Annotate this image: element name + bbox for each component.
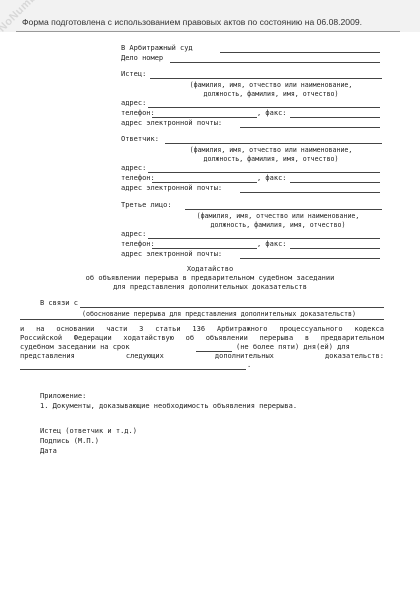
defendant-email-label: адрес электронной почты: bbox=[121, 184, 223, 192]
third-party-phone-field[interactable] bbox=[152, 248, 257, 249]
third-party-email-label: адрес электронной почты: bbox=[121, 250, 223, 258]
defendant-hint-2: должность, фамилия, имя, отчество) bbox=[203, 155, 339, 163]
plaintiff-hint-2: должность, фамилия, имя, отчество) bbox=[203, 90, 339, 98]
court-label: В Арбитражный суд bbox=[121, 44, 193, 52]
third-party-name-field[interactable] bbox=[185, 209, 382, 210]
third-party-email-field[interactable] bbox=[240, 258, 380, 259]
appendix-item-1: 1. Документы, доказывающие необходимость объявления перерыва. bbox=[40, 402, 298, 410]
third-party-hint-2: должность, фамилия, имя, отчество) bbox=[210, 221, 346, 229]
reason-field[interactable] bbox=[80, 307, 384, 308]
plaintiff-email-field[interactable] bbox=[240, 127, 380, 128]
plaintiff-address-field[interactable] bbox=[148, 107, 380, 108]
plaintiff-address-label: адрес: bbox=[121, 99, 147, 107]
defendant-hint-1: (фамилия, имя, отчество или наименование, bbox=[189, 146, 353, 154]
document-title: Ходатайство bbox=[186, 265, 234, 273]
paragraph-line-3-start: судебном заседании на срок bbox=[20, 343, 130, 351]
paragraph-line-1: и на основании части 3 статьи 136 Арбитражного процессуального кодекса bbox=[20, 325, 384, 333]
defendant-label: Ответчик: bbox=[121, 135, 159, 143]
defendant-email-field[interactable] bbox=[240, 192, 380, 193]
plaintiff-email-label: адрес электронной почты: bbox=[121, 119, 223, 127]
header-divider bbox=[16, 31, 400, 32]
plaintiff-hint-1: (фамилия, имя, отчество или наименование, bbox=[189, 81, 353, 89]
form-header-text: Форма подготовлена с использованием правовых актов по состоянию на 06.08.2009. bbox=[22, 17, 363, 27]
third-party-address-field[interactable] bbox=[148, 238, 380, 239]
plaintiff-fax-field[interactable] bbox=[290, 117, 380, 118]
signature-date: Дата bbox=[40, 447, 57, 455]
defendant-fax-label: , факс: bbox=[257, 174, 287, 182]
defendant-address-label: адрес: bbox=[121, 164, 147, 172]
third-party-hint-1: (фамилия, имя, отчество или наименование, bbox=[196, 212, 360, 220]
plaintiff-name-field[interactable] bbox=[150, 78, 382, 79]
third-party-fax-label: , факс: bbox=[257, 240, 287, 248]
third-party-address-label: адрес: bbox=[121, 230, 147, 238]
defendant-fax-field[interactable] bbox=[290, 182, 380, 183]
third-party-phone-label: телефон: bbox=[121, 240, 155, 248]
reason-field-continued[interactable] bbox=[20, 319, 384, 320]
in-connection-label: В связи с bbox=[40, 299, 78, 307]
reason-hint: (обоснование перерыва для представления дополнительных доказательств) bbox=[82, 310, 356, 318]
document-title-line-3: для представления дополнительных доказательств bbox=[113, 283, 307, 291]
evidence-field[interactable] bbox=[20, 369, 246, 370]
form-header bbox=[0, 0, 420, 32]
defendant-address-field[interactable] bbox=[148, 172, 380, 173]
court-field[interactable] bbox=[220, 52, 380, 53]
plaintiff-label: Истец: bbox=[121, 70, 147, 78]
document-title-line-2: об объявлении перерыва в предварительном судебном заседании bbox=[85, 274, 335, 282]
signature-party: Истец (ответчик и т.д.) bbox=[40, 427, 137, 435]
defendant-phone-label: телефон: bbox=[121, 174, 155, 182]
third-party-fax-field[interactable] bbox=[290, 248, 380, 249]
third-party-label: Третье лицо: bbox=[121, 201, 172, 209]
paragraph-line-2: Российской Федерации ходатайствую об объявлении перерыва в предварительном bbox=[20, 334, 384, 342]
appendix-label: Приложение: bbox=[40, 392, 87, 400]
paragraph-line-5-end: . bbox=[247, 361, 252, 369]
plaintiff-phone-label: телефон: bbox=[121, 109, 155, 117]
paragraph-line-3-end: (не более пяти) дня(ей) для bbox=[236, 343, 350, 351]
signature-sign: Подпись (М.П.) bbox=[40, 437, 100, 445]
case-number-field[interactable] bbox=[170, 62, 380, 63]
defendant-name-field[interactable] bbox=[165, 143, 382, 144]
case-number-label: Дело номер bbox=[121, 54, 164, 62]
plaintiff-phone-field[interactable] bbox=[152, 117, 257, 118]
plaintiff-fax-label: , факс: bbox=[257, 109, 287, 117]
defendant-phone-field[interactable] bbox=[152, 182, 257, 183]
paragraph-line-4: представления следующих дополнительных доказательств: bbox=[20, 352, 384, 360]
